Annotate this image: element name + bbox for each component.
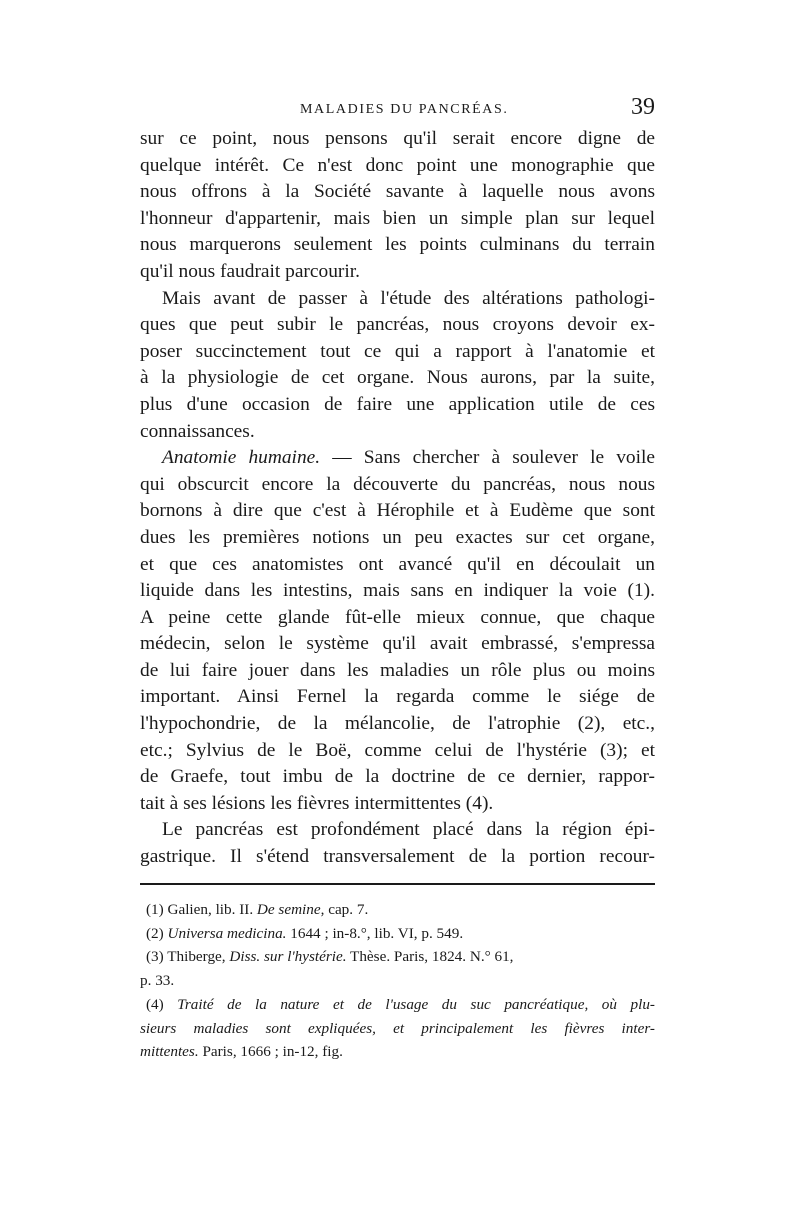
text-fragment: Traité de la nature et de l'usage du suc pancréatique, où plu- (177, 995, 655, 1013)
text-line: sur ce point, nous pensons qu'il serait encore digne de (140, 128, 655, 149)
footnote-line: p. 33. (140, 972, 175, 990)
text-fragment: (2) (146, 924, 168, 942)
anatomy-line (140, 445, 655, 472)
text-fragment: mittentes. (140, 1043, 199, 1061)
section-heading: Anatomie humaine. (162, 447, 321, 469)
main-text (140, 126, 655, 871)
text-line: nous offrons à la Société savante à laquelle nous avons (140, 181, 655, 203)
footnote-line (140, 993, 655, 1017)
text-line: bornons à dire que c'est à Hérophile et à Eudème que sont (140, 500, 655, 522)
text-line: liquide dans les intestins, mais sans en indiquer la voie (1). (140, 580, 655, 602)
text-line: A peine cette glande fût-elle mieux connue, que chaque (140, 606, 655, 628)
footnote-1 (140, 898, 655, 922)
text-fragment: Diss. sur l'hystérie. (229, 948, 347, 966)
text-line: gastrique. Il s'étend transversalement de la portion recour- (140, 846, 655, 868)
footnote-rule (140, 883, 655, 885)
text-fragment: 1644 ; in-8.°, lib. VI, p. 549. (286, 924, 464, 942)
text-line: quelque intérêt. Ce n'est donc point une monographie que (140, 154, 655, 176)
text-fragment: Thèse. Paris, 1824. N.° 61, (346, 948, 514, 966)
text-line: connaissances. (140, 420, 255, 442)
text-line: l'honneur d'appartenir, mais bien un simple plan sur lequel (140, 207, 655, 229)
text-line: et que ces anatomistes ont avancé qu'il en découlait un (140, 553, 655, 575)
text-fragment: , cap. 7. (320, 901, 369, 918)
running-head: MALADIES DU PANCRÉAS. (300, 102, 509, 117)
text-line: Mais avant de passer à l'étude des altérations pathologi- (162, 287, 655, 309)
footnote-line (140, 1040, 655, 1064)
text-fragment: (1) Galien, lib. II. (146, 901, 257, 918)
footnote-2 (140, 922, 655, 946)
text-line: médecin, selon le système qu'il avait embrassé, s'empressa (140, 633, 655, 655)
text-line: nous marquerons seulement les points culminans du terrain (140, 234, 655, 256)
footnote-4 (140, 993, 655, 1064)
text-line: ques que peut subir le pancréas, nous croyons devoir ex- (140, 314, 655, 336)
text-line: de lui faire jouer dans les maladies un rôle plus ou moins (140, 659, 655, 681)
text-line: dues les premières notions un peu exactes sur cet organe, (140, 526, 655, 548)
footnote-line (140, 945, 655, 969)
footnote-3 (140, 945, 655, 992)
text-fragment: (3) Thiberge, (146, 948, 230, 966)
text-line: de Graefe, tout imbu de la doctrine de ce dernier, rappor- (140, 766, 655, 788)
text-fragment: — Sans chercher à soulever le voile (320, 447, 656, 469)
text-line: tait à ses lésions les fièvres intermittentes (4). (140, 792, 494, 814)
text-fragment: (4) (146, 995, 178, 1013)
footnotes (140, 898, 655, 1064)
text-line: l'hypochondrie, de la mélancolie, de l'atrophie (2), etc., (140, 713, 655, 735)
text-line: qui obscurcit encore la découverte du pancréas, nous nous (140, 473, 655, 495)
text-fragment: De semine (256, 901, 321, 918)
footnote-line (140, 898, 655, 922)
text-line: plus d'une occasion de faire une application utile de ces (140, 393, 655, 415)
text-line: Le pancréas est profondément placé dans la région épi- (162, 819, 655, 841)
text-line: à la physiologie de cet organe. Nous aurons, par la suite, (140, 367, 655, 389)
text-line: important. Ainsi Fernel la regarda comme le siége de (140, 686, 655, 708)
text-line: etc.; Sylvius de le Boë, comme celui de l'hystérie (3); et (140, 739, 655, 761)
page-number: 39 (631, 94, 655, 120)
text-line: qu'il nous faudrait parcourir. (140, 260, 360, 282)
text-line: poser succinctement tout ce qui a rapport à l'anatomie et (140, 340, 655, 362)
page-header (140, 94, 655, 122)
text-fragment: Universa medicina. (167, 924, 287, 942)
footnote-line: sieurs maladies sont expliquées, et principalement les fièvres inter- (140, 1019, 655, 1037)
footnote-line (140, 922, 655, 946)
text-fragment: Paris, 1666 ; in-12, fig. (198, 1043, 343, 1061)
